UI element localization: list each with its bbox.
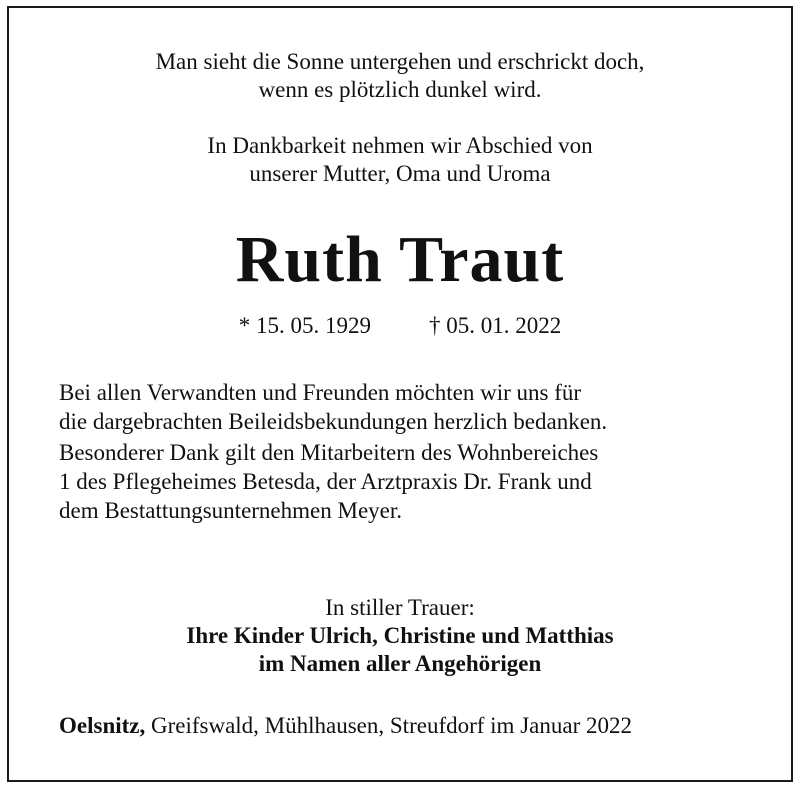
obituary-frame (7, 6, 793, 782)
mourning-label: In stiller Trauer: (325, 595, 475, 620)
farewell-intro (9, 132, 791, 188)
intro-line-2: unserer Mutter, Oma und Uroma (249, 161, 551, 186)
thanks-line-4: 1 des Pflegeheimes Betesda, der Arztpraxis Dr. Frank und (59, 469, 592, 494)
death-date: † 05. 01. 2022 (429, 313, 562, 338)
thanks-text (59, 378, 751, 525)
thanks-line-1: Bei allen Verwandten und Freunden möchten wir uns für (59, 380, 582, 405)
place-bold: Oelsnitz, (59, 713, 146, 738)
life-dates (9, 311, 791, 341)
thanks-line-2: die dargebrachten Beileidsbekundungen herzlich bedanken. (59, 409, 608, 434)
mourners-line-2: im Namen aller Angehörigen (258, 651, 542, 676)
quote-line-2: wenn es plötzlich dunkel wird. (258, 77, 542, 102)
intro-line-1: In Dankbarkeit nehmen wir Abschied von (207, 133, 593, 158)
place-rest: Greifswald, Mühlhausen, Streufdorf im Januar 2022 (145, 713, 632, 738)
thanks-line-5: dem Bestattungsunternehmen Meyer. (59, 498, 403, 523)
quote (9, 48, 791, 104)
mourners-section (9, 594, 791, 678)
deceased-name: Ruth Traut (235, 223, 565, 296)
quote-line-1: Man sieht die Sonne untergehen und erschrickt doch, (155, 49, 645, 74)
birth-date: * 15. 05. 1929 (238, 313, 371, 338)
thanks-line-3: Besonderer Dank gilt den Mitarbeitern des Wohnbereiches (59, 440, 599, 465)
place-and-date (59, 712, 751, 740)
mourners-line-1: Ihre Kinder Ulrich, Christine und Matthias (186, 623, 614, 648)
